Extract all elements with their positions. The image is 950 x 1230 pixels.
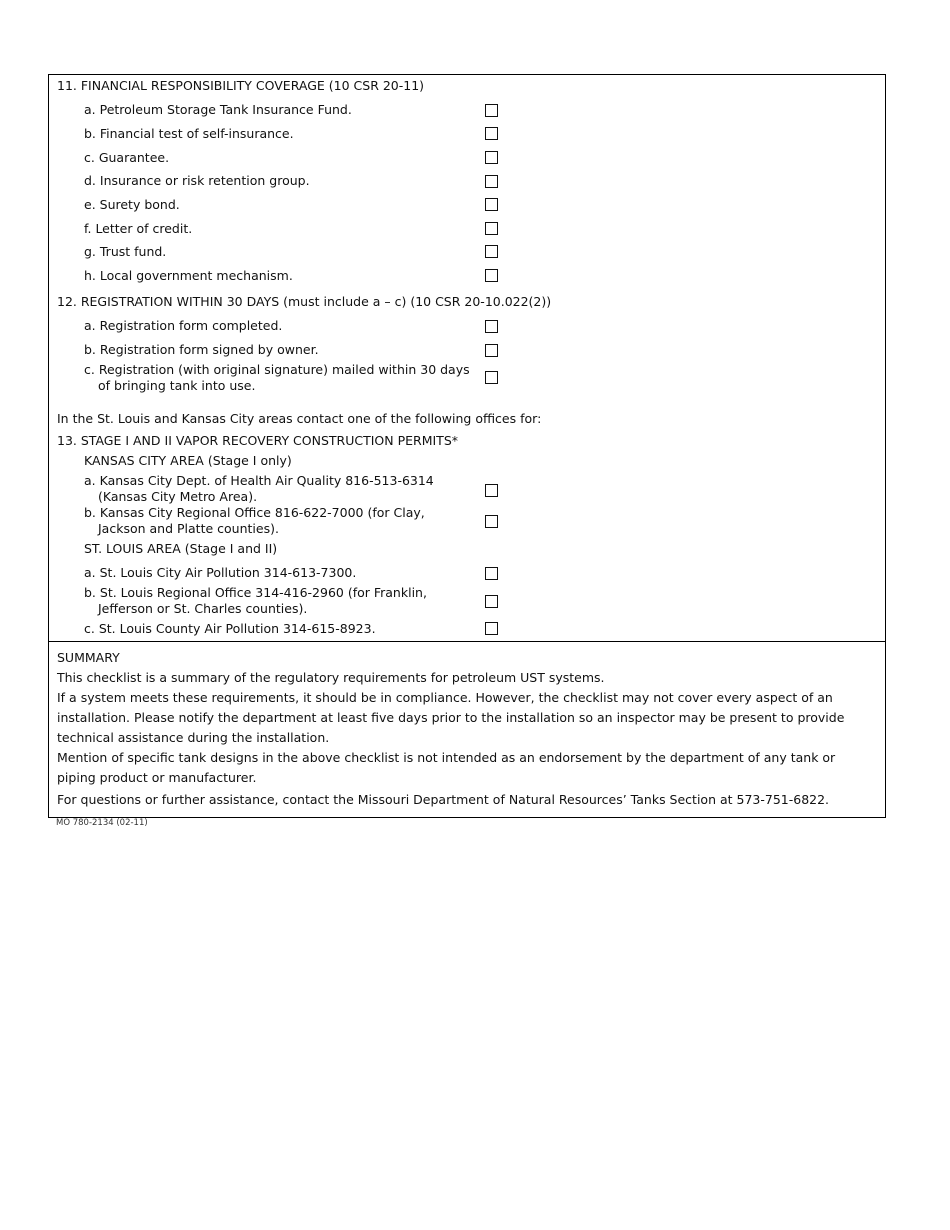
section-12-title: 12. REGISTRATION WITHIN 30 DAYS (must include a – c) (10 CSR 20-10.022(2)): [57, 294, 552, 309]
checklist-box: [48, 74, 886, 642]
kc-item-b-checkbox[interactable]: [485, 515, 498, 528]
contact-note: In the St. Louis and Kansas City areas contact one of the following offices for:: [57, 411, 542, 426]
section-11-title: 11. FINANCIAL RESPONSIBILITY COVERAGE (10 CSR 20-11): [57, 78, 425, 93]
stl-item-c-label: c. St. Louis County Air Pollution 314-615-8923.: [84, 621, 376, 636]
stl-area-heading: ST. LOUIS AREA (Stage I and II): [84, 541, 278, 556]
s11-item-h-checkbox[interactable]: [485, 269, 498, 282]
summary-paragraph-1: This checklist is a summary of the regulatory requirements for petroleum UST systems.: [57, 670, 605, 685]
stl-item-a-checkbox[interactable]: [485, 567, 498, 580]
s12-item-c-label: c. Registration (with original signature) mailed within 30 days: [84, 362, 470, 377]
s12-item-a-checkbox[interactable]: [485, 320, 498, 333]
kc-item-b-label-cont: Jackson and Platte counties).: [98, 521, 279, 536]
stl-item-a-label: a. St. Louis City Air Pollution 314-613-7300.: [84, 565, 357, 580]
s11-item-b-checkbox[interactable]: [485, 127, 498, 140]
stl-item-b-label: b. St. Louis Regional Office 314-416-2960 (for Franklin,: [84, 585, 427, 600]
s11-item-c-label: c. Guarantee.: [84, 150, 170, 165]
s12-item-c-label-cont: of bringing tank into use.: [98, 378, 256, 393]
stl-item-b-checkbox[interactable]: [485, 595, 498, 608]
summary-paragraph-3: Mention of specific tank designs in the above checklist is not intended as an endorsement by the department of any tank or piping product or manufacturer.: [57, 750, 836, 785]
summary-heading: SUMMARY: [57, 650, 120, 665]
s11-item-b-label: b. Financial test of self-insurance.: [84, 126, 294, 141]
s11-item-a-label: a. Petroleum Storage Tank Insurance Fund.: [84, 102, 352, 117]
s11-item-a-checkbox[interactable]: [485, 104, 498, 117]
s11-item-f-label: f. Letter of credit.: [84, 221, 193, 236]
s11-item-f-checkbox[interactable]: [485, 222, 498, 235]
s12-item-b-checkbox[interactable]: [485, 344, 498, 357]
kc-item-b-label: b. Kansas City Regional Office 816-622-7000 (for Clay,: [84, 505, 425, 520]
s12-item-c-checkbox[interactable]: [485, 371, 498, 384]
s11-item-d-checkbox[interactable]: [485, 175, 498, 188]
form-id: MO 780-2134 (02-11): [56, 818, 148, 828]
s11-item-c-checkbox[interactable]: [485, 151, 498, 164]
stl-item-b-label-cont: Jefferson or St. Charles counties).: [98, 601, 308, 616]
s11-item-d-label: d. Insurance or risk retention group.: [84, 173, 310, 188]
s11-item-h-label: h. Local government mechanism.: [84, 268, 293, 283]
kc-area-heading: KANSAS CITY AREA (Stage I only): [84, 453, 292, 468]
s11-item-g-label: g. Trust fund.: [84, 244, 167, 259]
summary-box: [48, 641, 886, 818]
summary-paragraph-2: If a system meets these requirements, it should be in compliance. However, the checklist may not cover every aspect of an installation. Please notify the department at least five days prior to the installation so an inspector may be present to provide technical assistance during the installation.: [57, 690, 845, 745]
kc-item-a-label-cont: (Kansas City Metro Area).: [98, 489, 258, 504]
kc-item-a-checkbox[interactable]: [485, 484, 498, 497]
s12-item-a-label: a. Registration form completed.: [84, 318, 283, 333]
s11-item-g-checkbox[interactable]: [485, 245, 498, 258]
summary-paragraph-4: For questions or further assistance, contact the Missouri Department of Natural Resources’ Tanks Section at 573-751-6822.: [57, 792, 830, 807]
s12-item-b-label: b. Registration form signed by owner.: [84, 342, 319, 357]
kc-item-a-label: a. Kansas City Dept. of Health Air Quality 816-513-6314: [84, 473, 434, 488]
s11-item-e-label: e. Surety bond.: [84, 197, 180, 212]
section-13-title: 13. STAGE I AND II VAPOR RECOVERY CONSTRUCTION PERMITS*: [57, 433, 459, 448]
s11-item-e-checkbox[interactable]: [485, 198, 498, 211]
stl-item-c-checkbox[interactable]: [485, 622, 498, 635]
